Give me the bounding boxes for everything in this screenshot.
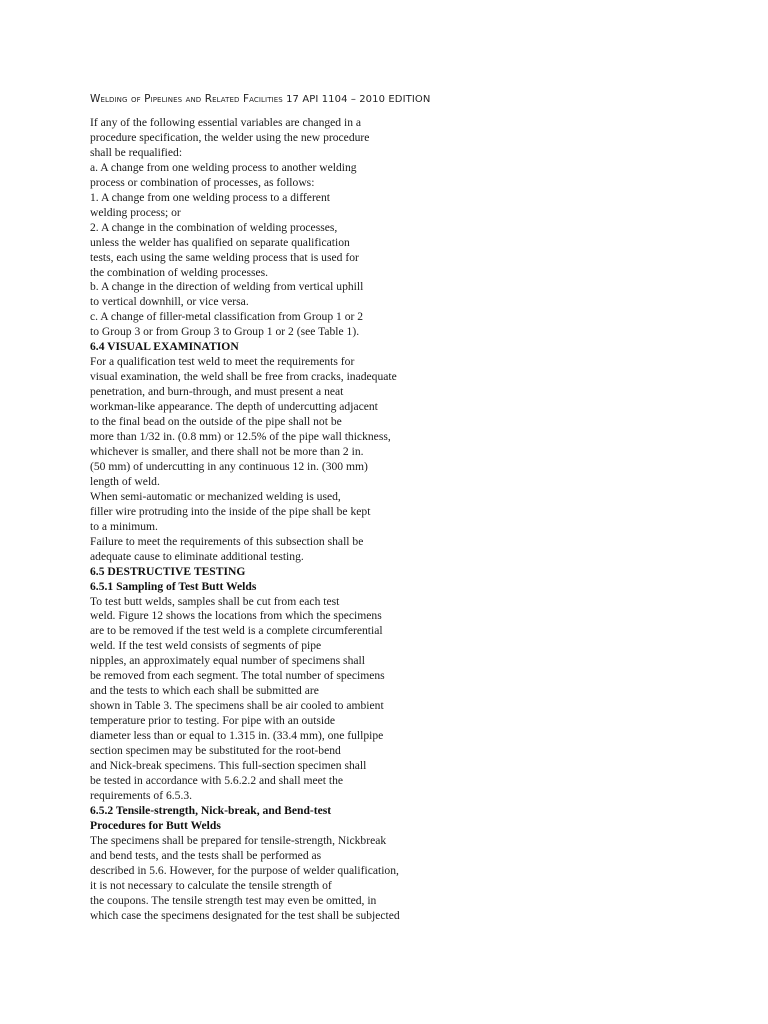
text-line: filler wire protruding into the inside of the pipe shall be kept bbox=[90, 504, 371, 518]
text-line: requirements of 6.5.3. bbox=[90, 788, 193, 802]
text-line: process or combination of processes, as follows: bbox=[90, 175, 315, 189]
text-line: which case the specimens designated for the test shall be subjected bbox=[90, 908, 400, 922]
text-line: b. A change in the direction of welding from vertical uphill bbox=[90, 280, 364, 294]
text-line: 2. A change in the combination of welding processes, bbox=[90, 220, 338, 234]
text-line: The specimens shall be prepared for tensile-strength, Nickbreak bbox=[90, 833, 387, 847]
text-line: to vertical downhill, or vice versa. bbox=[90, 295, 249, 309]
text-line: weld. If the test weld consists of segments of pipe bbox=[90, 639, 322, 653]
section-heading: 6.4 VISUAL EXAMINATION bbox=[90, 340, 239, 354]
text-line: tests, each using the same welding process that is used for bbox=[90, 250, 359, 264]
text-line: and the tests to which each shall be submitted are bbox=[90, 684, 319, 698]
text-line: be removed from each segment. The total number of specimens bbox=[90, 669, 385, 683]
section-heading: Procedures for Butt Welds bbox=[90, 818, 221, 832]
text-line: shown in Table 3. The specimens shall be air cooled to ambient bbox=[90, 699, 384, 713]
text-line: To test butt welds, samples shall be cut from each test bbox=[90, 594, 340, 608]
text-line: If any of the following essential variables are changed in a bbox=[90, 116, 362, 129]
text-line: section specimen may be substituted for the root-bend bbox=[90, 744, 341, 758]
section-heading: 6.5.1 Sampling of Test Butt Welds bbox=[90, 579, 257, 593]
text-line: c. A change of filler-metal classification from Group 1 or 2 bbox=[90, 310, 364, 324]
text-line: to a minimum. bbox=[90, 519, 158, 533]
body-text bbox=[90, 116, 435, 923]
text-line: welding process; or bbox=[90, 205, 181, 219]
text-line: a. A change from one welding process to another welding bbox=[90, 160, 357, 174]
text-line: visual examination, the weld shall be free from cracks, inadequate bbox=[90, 370, 397, 384]
text-line: be tested in accordance with 5.6.2.2 and shall meet the bbox=[90, 773, 344, 787]
text-line: unless the welder has qualified on separate qualification bbox=[90, 235, 350, 249]
text-line: nipples, an approximately equal number of specimens shall bbox=[90, 654, 365, 668]
text-line: (50 mm) of undercutting in any continuous 12 in. (300 mm) bbox=[90, 459, 368, 473]
header-page-number: 17 bbox=[286, 94, 300, 105]
text-line: diameter less than or equal to 1.315 in. (33.4 mm), one fullpipe bbox=[90, 729, 384, 743]
running-header bbox=[90, 93, 430, 105]
text-line: the coupons. The tensile strength test may even be omitted, in bbox=[90, 893, 377, 907]
text-line: workman-like appearance. The depth of undercutting adjacent bbox=[90, 400, 378, 414]
text-line: adequate cause to eliminate additional testing. bbox=[90, 549, 304, 563]
header-title: Welding of Pipelines and Related Facilities bbox=[90, 93, 283, 105]
text-line: Failure to meet the requirements of this subsection shall be bbox=[90, 534, 364, 548]
text-line: it is not necessary to calculate the tensile strength of bbox=[90, 878, 332, 892]
section-heading: 6.5 DESTRUCTIVE TESTING bbox=[90, 564, 246, 578]
text-line: the combination of welding processes. bbox=[90, 265, 269, 279]
text-line: whichever is smaller, and there shall not be more than 2 in. bbox=[90, 444, 364, 458]
text-line: shall be requalified: bbox=[90, 145, 183, 159]
text-line: temperature prior to testing. For pipe with an outside bbox=[90, 714, 336, 728]
text-line: to Group 3 or from Group 3 to Group 1 or 2 (see Table 1). bbox=[90, 325, 360, 339]
text-line: more than 1/32 in. (0.8 mm) or 12.5% of the pipe wall thickness, bbox=[90, 430, 391, 444]
text-line: and Nick-break specimens. This full-section specimen shall bbox=[90, 758, 367, 772]
text-line: length of weld. bbox=[90, 474, 160, 488]
text-line: described in 5.6. However, for the purpose of welder qualification, bbox=[90, 863, 399, 877]
text-line: penetration, and burn-through, and must present a neat bbox=[90, 385, 344, 399]
text-line: procedure specification, the welder using the new procedure bbox=[90, 130, 370, 144]
text-line: to the final bead on the outside of the pipe shall not be bbox=[90, 415, 342, 429]
text-line: and bend tests, and the tests shall be performed as bbox=[90, 848, 322, 862]
text-line: 1. A change from one welding process to a different bbox=[90, 190, 330, 204]
text-line: For a qualification test weld to meet the requirements for bbox=[90, 355, 355, 369]
text-line: weld. Figure 12 shows the locations from which the specimens bbox=[90, 609, 382, 623]
text-line: When semi-automatic or mechanized welding is used, bbox=[90, 489, 341, 503]
header-edition: API 1104 – 2010 EDITION bbox=[302, 94, 431, 105]
section-heading: 6.5.2 Tensile-strength, Nick-break, and Bend-test bbox=[90, 803, 332, 817]
text-line: are to be removed if the test weld is a complete circumferential bbox=[90, 624, 383, 638]
